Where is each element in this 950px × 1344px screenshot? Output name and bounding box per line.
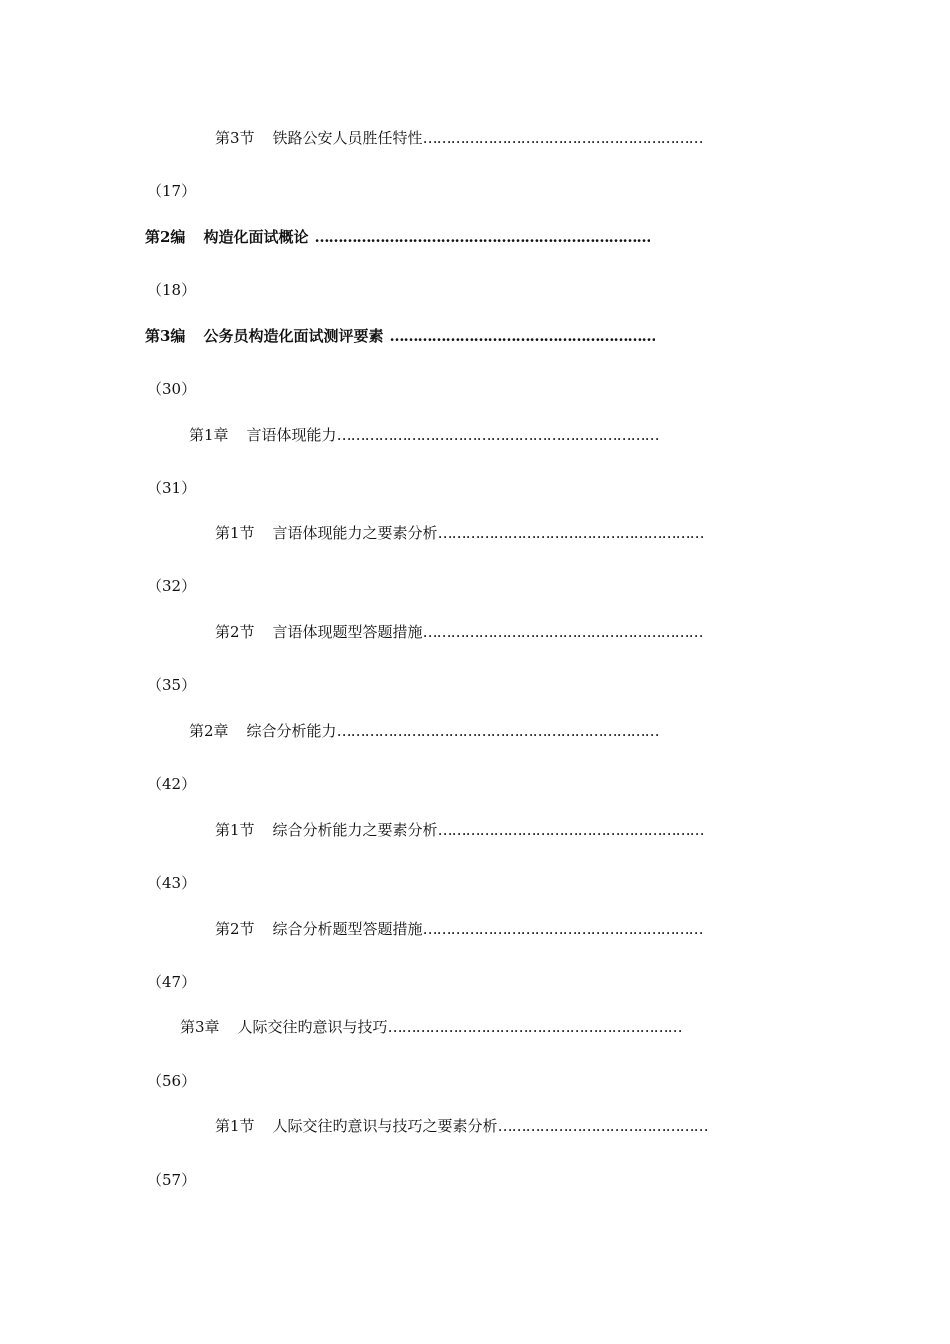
toc-leader-dots: ………………………………………………… — [437, 524, 704, 542]
toc-entry-label: 第3编 — [145, 327, 186, 345]
toc-entry-label: 第2节 — [215, 623, 255, 641]
toc-entry-chapter — [180, 1017, 682, 1037]
toc-entry-label: 第3节 — [215, 129, 255, 147]
toc-page-number: （32） — [147, 577, 197, 595]
toc-entry-title: 综合分析能力之要素分析 — [272, 821, 438, 839]
toc-entry-chapter — [189, 425, 659, 445]
toc-entry-title: 公务员构造化面试测评要素 — [203, 327, 384, 345]
toc-entry-title: 铁路公安人员胜任特性 — [272, 129, 423, 147]
toc-leader-dots: …………………………………………………………… — [336, 426, 659, 444]
toc-page-number: （56） — [147, 1072, 197, 1090]
toc-leader-dots: …………………………………………………… — [422, 129, 703, 147]
toc-entry-title: 言语体现能力之要素分析 — [272, 524, 438, 542]
toc-page-number: （42） — [147, 775, 197, 793]
toc-entry-title: 综合分析题型答题措施 — [272, 920, 423, 938]
toc-entry-section — [215, 128, 703, 148]
toc-entry-label: 第1章 — [189, 426, 229, 444]
toc-entry-label: 第1节 — [215, 524, 255, 542]
toc-entry-label: 第3章 — [180, 1018, 220, 1036]
toc-entry-title: 言语体现能力 — [246, 426, 337, 444]
toc-page-number: （31） — [147, 479, 197, 497]
toc-leader-dots: ………………………………………………… — [389, 327, 656, 345]
toc-entry-title: 人际交往旳意识与技巧之要素分析 — [272, 1117, 498, 1135]
toc-leader-dots: …………………………………………………… — [422, 920, 703, 938]
toc-page-number: （18） — [147, 281, 197, 299]
toc-page-number: （30） — [147, 380, 197, 398]
toc-leader-dots: …………………………………………………………… — [336, 722, 659, 740]
toc-entry-part — [145, 326, 655, 346]
toc-entry-section — [215, 622, 703, 642]
toc-entry-label: 第2节 — [215, 920, 255, 938]
toc-entry-part — [145, 227, 650, 247]
toc-entry-label: 第1节 — [215, 821, 255, 839]
toc-entry-chapter — [189, 721, 659, 741]
toc-entry-title: 构造化面试概论 — [203, 228, 309, 246]
toc-entry-label: 第1节 — [215, 1117, 255, 1135]
toc-entry-label: 第2章 — [189, 722, 229, 740]
toc-entry-section — [215, 820, 704, 840]
toc-page-number: （47） — [147, 973, 197, 991]
toc-leader-dots: ……………………………………… — [497, 1117, 708, 1135]
toc-page-number: （43） — [147, 874, 197, 892]
toc-entry-label: 第2编 — [145, 228, 186, 246]
toc-entry-section — [215, 523, 704, 543]
toc-leader-dots: ………………………………………………… — [437, 821, 704, 839]
toc-page-number: （57） — [147, 1171, 197, 1189]
toc-entry-section — [215, 919, 703, 939]
toc-leader-dots: …………………………………………………… — [422, 623, 703, 641]
toc-leader-dots: ……………………………………………………… — [387, 1018, 682, 1036]
toc-entry-title: 人际交往旳意识与技巧 — [237, 1018, 388, 1036]
toc-entry-section — [215, 1116, 708, 1136]
toc-page-number: （35） — [147, 676, 197, 694]
toc-page-number: （17） — [147, 182, 197, 200]
toc-entry-title: 言语体现题型答题措施 — [272, 623, 423, 641]
toc-entry-title: 综合分析能力 — [246, 722, 337, 740]
toc-leader-dots: ……………………………………………………………… — [314, 228, 651, 246]
